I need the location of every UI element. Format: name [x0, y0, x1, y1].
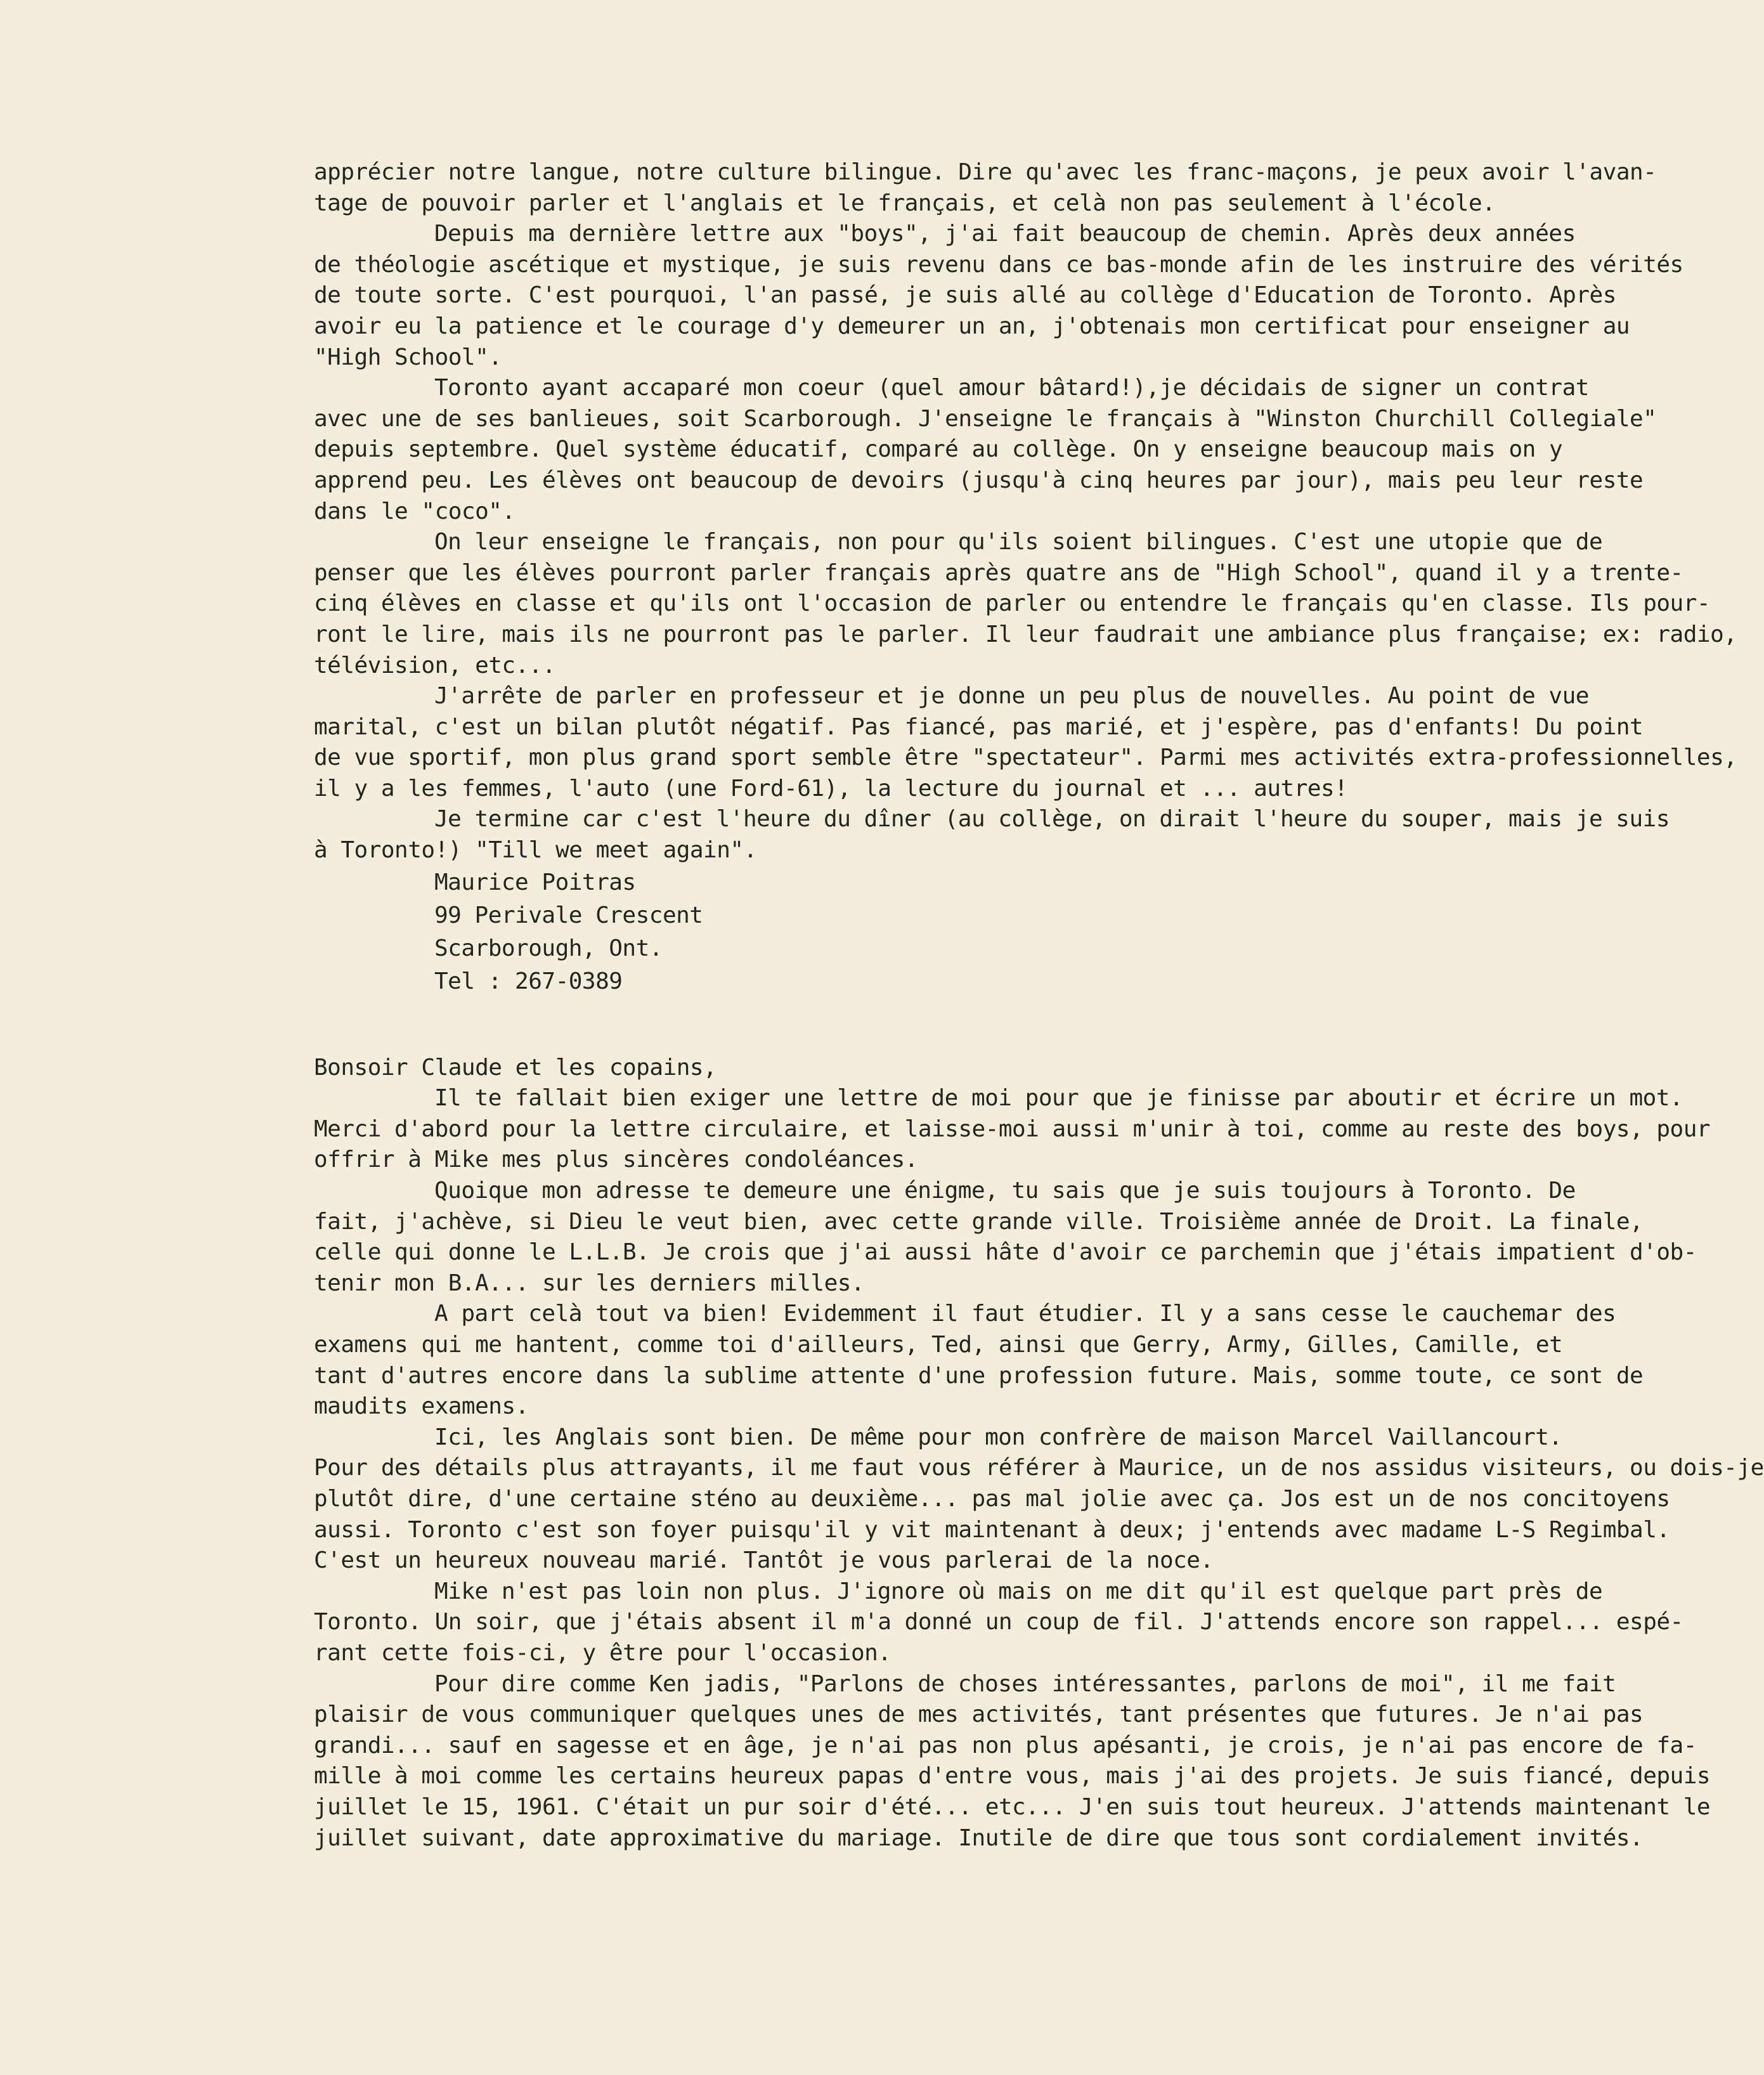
- paragraph-line: fait, j'achève, si Dieu le veut bien, avec cette grande ville. Troisième année de Droit. La finale,: [314, 1208, 1644, 1235]
- paragraph-line: avec une de ses banlieues, soit Scarborough. J'enseigne le français à "Winston Churchill Collegiale": [314, 405, 1657, 432]
- paragraph-line: de toute sorte. C'est pourquoi, l'an passé, je suis allé au collège d'Education de Toronto. Après: [314, 282, 1616, 309]
- paragraph-line: juillet le 15, 1961. C'était un pur soir d'été... etc... J'en suis tout heureux. J'attends maintenant le: [314, 1793, 1711, 1820]
- paragraph-line: aussi. Toronto c'est son foyer puisqu'il y vit maintenant à deux; j'entends avec madame L-S Regimbal.: [314, 1516, 1670, 1543]
- paragraph-line: Toronto. Un soir, que j'étais absent il m'a donné un coup de fil. J'attends encore son rappel... espé-: [314, 1609, 1683, 1636]
- paragraph-line: télévision, etc...: [314, 652, 556, 679]
- paragraph-line: grandi... sauf en sagesse et en âge, je n'ai pas non plus apésanti, je crois, je n'ai pas encore de fa-: [314, 1732, 1697, 1759]
- paragraph-line: penser que les élèves pourront parler français après quatre ans de "High School", quand il y a trente-: [314, 559, 1683, 586]
- paragraph-line: Depuis ma dernière lettre aux "boys", j'ai fait beaucoup de chemin. Après deux années: [434, 221, 1576, 247]
- paragraph-line: cinq élèves en classe et qu'ils ont l'occasion de parler ou entendre le français qu'en classe. Ils pour-: [314, 590, 1711, 617]
- greeting-line: Bonsoir Claude et les copains,: [314, 1054, 717, 1081]
- paragraph-line: C'est un heureux nouveau marié. Tantôt je vous parlerai de la noce.: [314, 1547, 1214, 1574]
- paragraph-line: Merci d'abord pour la lettre circulaire, et laisse-moi aussi m'unir à toi, comme au reste des boys, pour: [314, 1116, 1711, 1142]
- paragraph-line: apprend peu. Les élèves ont beaucoup de devoirs (jusqu'à cinq heures par jour), mais peu leur reste: [314, 467, 1644, 493]
- letter-separator: [314, 998, 1487, 1053]
- paragraph-line: tage de pouvoir parler et l'anglais et le français, et celà non pas seulement à l'école.: [314, 190, 1496, 216]
- paragraph-line: à Toronto!) "Till we meet again".: [314, 837, 757, 864]
- paragraph-line: Il te fallait bien exiger une lettre de moi pour que je finisse par aboutir et écrire un mot.: [434, 1085, 1683, 1112]
- letter-text: [314, 157, 1764, 1854]
- paragraph-line: Ici, les Anglais sont bien. De même pour mon confrère de maison Marcel Vaillancourt.: [434, 1424, 1562, 1450]
- paragraph-line: mille à moi comme les certains heureux papas d'entre vous, mais j'ai des projets. Je suis fiancé, depuis: [314, 1763, 1711, 1790]
- paragraph-line: On leur enseigne le français, non pour qu'ils soient bilingues. C'est une utopie que de: [434, 529, 1603, 556]
- paragraph-line: juillet suivant, date approximative du mariage. Inutile de dire que tous sont cordialement invités.: [314, 1825, 1644, 1851]
- paragraph-line: de vue sportif, mon plus grand sport semble être "spectateur". Parmi mes activités extra-professionnelles,: [314, 745, 1737, 771]
- paragraph-line: Je termine car c'est l'heure du dîner (au collège, on dirait l'heure du souper, mais je suis: [434, 806, 1670, 833]
- paragraph-line: Quoique mon adresse te demeure une énigme, tu sais que je suis toujours à Toronto. De: [434, 1178, 1576, 1204]
- signature-line: Tel : 267-0389: [434, 968, 623, 994]
- paragraph-line: examens qui me hantent, comme toi d'ailleurs, Ted, ainsi que Gerry, Army, Gilles, Camille, et: [314, 1332, 1563, 1358]
- paragraph-line: Pour des détails plus attrayants, il me faut vous référer à Maurice, un de nos assidus visiteurs, ou dois-je: [314, 1455, 1764, 1481]
- paragraph-line: marital, c'est un bilan plutôt négatif. Pas fiancé, pas marié, et j'espère, pas d'enfants! Du point: [314, 713, 1644, 740]
- paragraph-line: Mike n'est pas loin non plus. J'ignore où mais on me dit qu'il est quelque part près de: [434, 1578, 1603, 1604]
- paragraph-line: de théologie ascétique et mystique, je suis revenu dans ce bas-monde afin de les instruire des vérités: [314, 251, 1683, 278]
- paragraph-line: plaisir de vous communiquer quelques unes de mes activités, tant présentes que futures. Je n'ai pas: [314, 1701, 1644, 1728]
- paragraph-line: offrir à Mike mes plus sincères condoléances.: [314, 1147, 918, 1173]
- signature-line: Maurice Poitras: [434, 869, 636, 895]
- paragraph-line: dans le "coco".: [314, 498, 516, 524]
- signature-line: Scarborough, Ont.: [434, 935, 663, 961]
- paragraph-line: depuis septembre. Quel système éducatif, comparé au collège. On y enseigne beaucoup mais on y: [314, 436, 1563, 463]
- paragraph-line: apprécier notre langue, notre culture bilingue. Dire qu'avec les franc-maçons, je peux avoir l'avan-: [314, 159, 1657, 185]
- paragraph-line: "High School".: [314, 344, 502, 370]
- paragraph-line: tenir mon B.A... sur les derniers milles.: [314, 1270, 865, 1296]
- signature-line: 99 Perivale Crescent: [434, 902, 703, 928]
- paragraph-line: A part celà tout va bien! Evidemment il faut étudier. Il y a sans cesse le cauchemar des: [434, 1301, 1616, 1327]
- paragraph-line: celle qui donne le L.L.B. Je crois que j'ai aussi hâte d'avoir ce parchemin que j'étais impatient d'ob-: [314, 1239, 1697, 1266]
- paragraph-line: Pour dire comme Ken jadis, "Parlons de choses intéressantes, parlons de moi", il me fait: [434, 1670, 1616, 1697]
- paragraph-line: rant cette fois-ci, y être pour l'occasion.: [314, 1639, 892, 1666]
- paragraph-line: il y a les femmes, l'auto (une Ford-61), la lecture du journal et ... autres!: [314, 775, 1348, 802]
- paragraph-line: maudits examens.: [314, 1393, 529, 1420]
- paragraph-line: ront le lire, mais ils ne pourront pas le parler. Il leur faudrait une ambiance plus française; ex: radio,: [314, 621, 1737, 647]
- paragraph-line: avoir eu la patience et le courage d'y demeurer un an, j'obtenais mon certificat pour enseigner au: [314, 313, 1630, 339]
- paragraph-line: J'arrête de parler en professeur et je donne un peu plus de nouvelles. Au point de vue: [434, 683, 1589, 710]
- paragraph-line: tant d'autres encore dans la sublime attente d'une profession future. Mais, somme toute, ce sont de: [314, 1362, 1644, 1389]
- paragraph-line: plutôt dire, d'une certaine sténo au deuxième... pas mal jolie avec ça. Jos est un de nos concitoyens: [314, 1485, 1670, 1512]
- paragraph-line: Toronto ayant accaparé mon coeur (quel amour bâtard!),je décidais de signer un contrat: [434, 375, 1589, 401]
